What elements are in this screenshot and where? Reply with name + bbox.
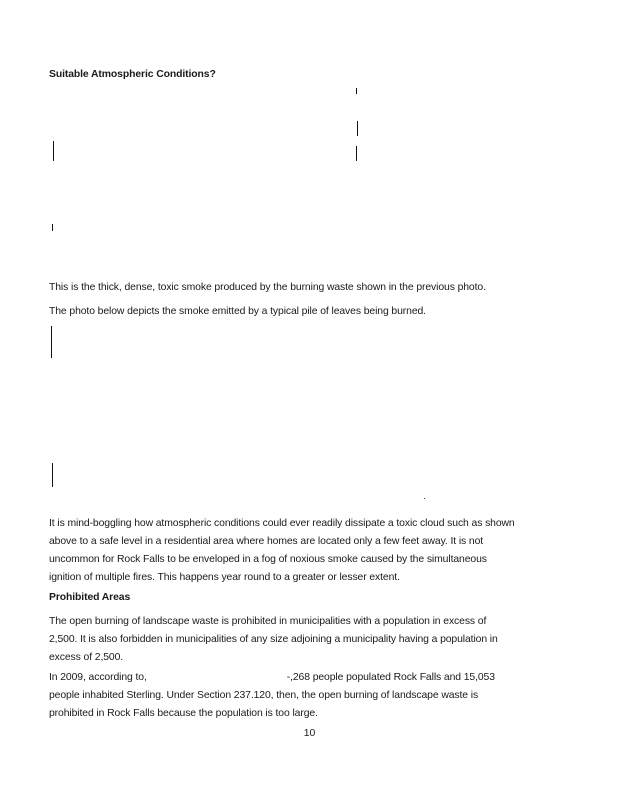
- paragraph-line-end: -,268 people populated Rock Falls and 15,053: [286, 672, 495, 683]
- paragraph-line: uncommon for Rock Falls to be enveloped in a fog of noxious smoke caused by the simultaneous: [49, 554, 487, 565]
- paragraph-line-start: In 2009, according to,: [49, 672, 147, 683]
- section-heading: Suitable Atmospheric Conditions?: [49, 69, 216, 80]
- page-number: 10: [303, 728, 316, 739]
- paragraph-line: ignition of multiple fires. This happens year round to a greater or lesser extent.: [49, 572, 400, 583]
- photo-artifact: [52, 224, 53, 231]
- paragraph-line: excess of 2,500.: [49, 652, 124, 663]
- photo-caption: The photo below depicts the smoke emitted by a typical pile of leaves being burned.: [49, 306, 426, 317]
- photo-artifact: [357, 121, 358, 136]
- photo-artifact: [356, 88, 357, 94]
- photo-artifact: [356, 146, 357, 161]
- paragraph-line: people inhabited Sterling. Under Section 237.120, then, the open burning of landscape waste is: [49, 690, 479, 701]
- photo-artifact: [52, 463, 53, 487]
- paragraph-line: The open burning of landscape waste is prohibited in municipalities with a population in excess of: [49, 616, 487, 627]
- photo-artifact: [424, 498, 425, 499]
- photo-artifact: [53, 141, 54, 161]
- photo-caption: This is the thick, dense, toxic smoke produced by the burning waste shown in the previous photo.: [49, 282, 486, 293]
- paragraph-line: 2,500. It is also forbidden in municipalities of any size adjoining a municipality having a population in: [49, 634, 498, 645]
- photo-artifact: [51, 326, 52, 358]
- paragraph-line: [49, 669, 495, 687]
- subheading: Prohibited Areas: [49, 592, 131, 603]
- paragraph-line: above to a safe level in a residential area where homes are located only a few feet away. It is not: [49, 536, 484, 547]
- paragraph-line: prohibited in Rock Falls because the population is too large.: [49, 708, 318, 719]
- paragraph-line: It is mind-boggling how atmospheric conditions could ever readily dissipate a toxic cloud such as shown: [49, 518, 515, 529]
